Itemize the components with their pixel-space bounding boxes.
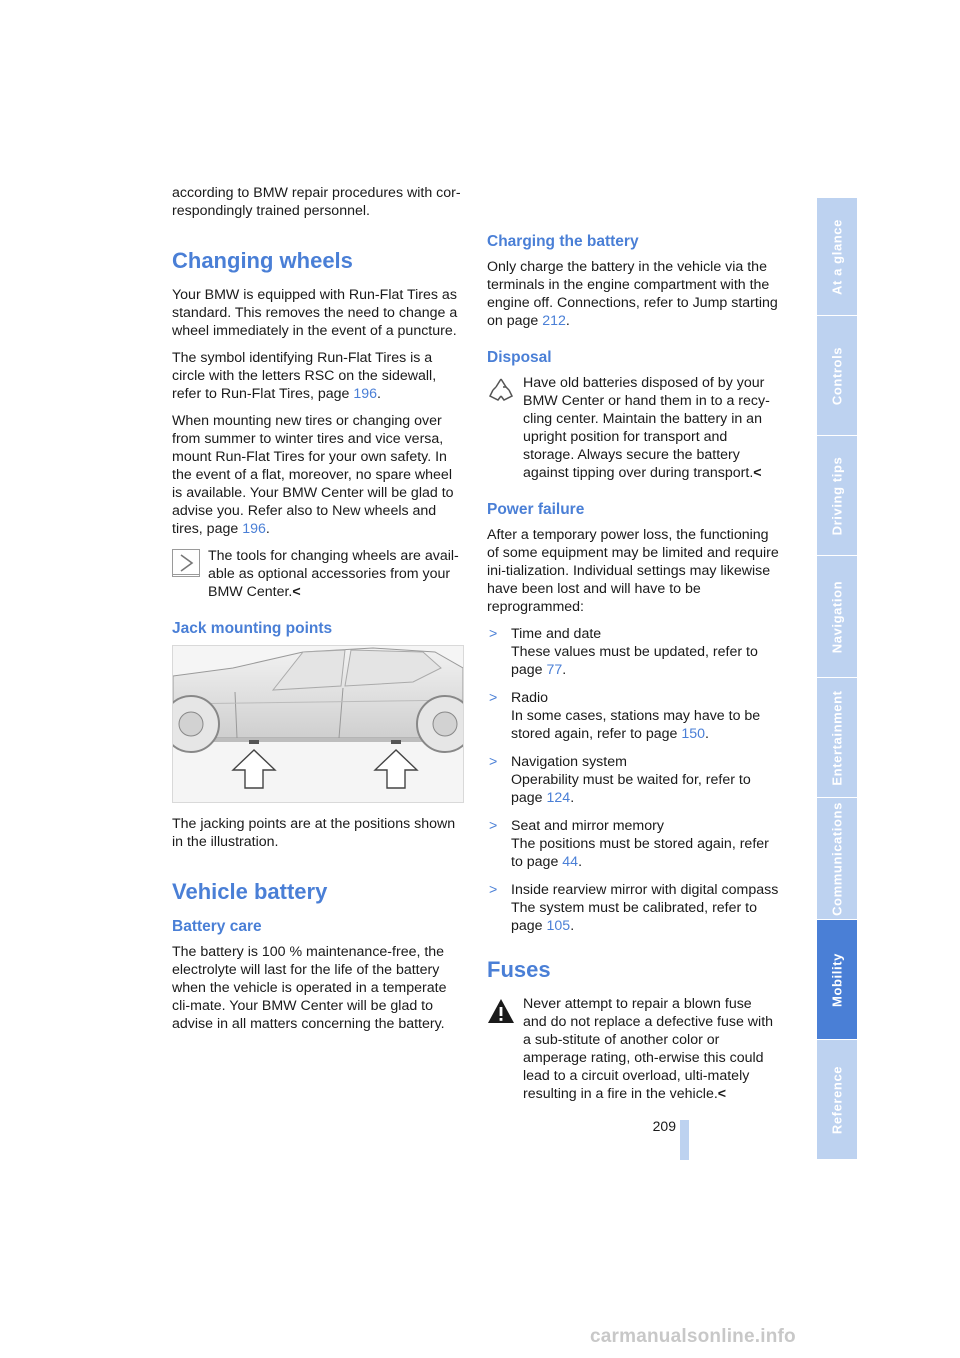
power-failure-list xyxy=(487,625,779,935)
list-item: > Navigation system Operability must be waited for, refer to page 124. xyxy=(489,754,751,806)
intro-text: according to BMW repair procedures with cor-respondingly trained personnel. xyxy=(172,185,461,219)
page-link-124[interactable]: 124 xyxy=(546,790,571,806)
list-marker: > xyxy=(489,626,498,642)
section-tabs xyxy=(817,198,857,1160)
heading-disposal: Disposal xyxy=(487,349,552,366)
fuses-warning: Never attempt to repair a blown fuse and do not replace a defective fuse with a sub-stitute of another color or amperage rating, oth-erwise this could lead to a circuit overload, ulti-mately resulting in a fire in the vehicle.< xyxy=(487,995,779,1103)
car-side-illustration xyxy=(173,646,463,802)
note-arrow-icon xyxy=(172,549,200,577)
heading-fuses: Fuses xyxy=(487,957,551,982)
list-item: > Radio In some cases, stations may have to be stored again, refer to page 150. xyxy=(489,690,761,742)
tab-navigation[interactable]: Navigation xyxy=(817,556,857,678)
page-link-212[interactable]: 212 xyxy=(542,313,566,329)
jack-caption: The jacking points are at the positions shown in the illustration. xyxy=(172,816,456,850)
charging-text: Only charge the battery in the vehicle via the terminals in the engine compartment with the engine off. Connections, refer to Jump starting on page 212. xyxy=(487,259,778,329)
list-item: > Time and date These values must be updated, refer to page 77. xyxy=(489,626,758,678)
warning-triangle-icon xyxy=(487,997,515,1025)
recycle-icon xyxy=(487,376,515,404)
tab-driving-tips[interactable]: Driving tips xyxy=(817,436,857,556)
right-column xyxy=(487,232,779,1112)
tab-at-a-glance[interactable]: At a glance xyxy=(817,198,857,316)
heading-power-failure: Power failure xyxy=(487,501,585,518)
tab-mobility[interactable]: Mobility xyxy=(817,920,857,1040)
list-marker: > xyxy=(489,818,498,834)
tab-communications[interactable]: Communications xyxy=(817,798,857,920)
changing-wheels-p2: The symbol identifying Run-Flat Tires is a circle with the letters RSC on the sidewall, refer to Run-Flat Tires, page 196. xyxy=(172,350,437,402)
tab-controls[interactable]: Controls xyxy=(817,316,857,436)
list-marker: > xyxy=(489,882,498,898)
page-link-44[interactable]: 44 xyxy=(562,854,579,870)
heading-jack-mounting-points: Jack mounting points xyxy=(172,620,333,637)
heading-changing-wheels: Changing wheels xyxy=(172,248,353,273)
page-link-105[interactable]: 105 xyxy=(546,918,571,934)
heading-battery-care: Battery care xyxy=(172,918,262,935)
list-item: > Seat and mirror memory The positions must be stored again, refer to page 44. xyxy=(489,818,769,870)
disposal-note: Have old batteries disposed of by your BMW Center or hand them in to a recy-cling center. Maintain the battery in an upright position for transport and storage. Always secure the battery against tipping over during transport.< xyxy=(487,374,779,482)
list-marker: > xyxy=(489,754,498,770)
power-failure-text: After a temporary power loss, the functioning of some equipment may be limited and require ini-tialization. Individual settings may likewise have been lost and will have to be reprogrammed: xyxy=(487,527,779,615)
left-column xyxy=(172,184,464,1042)
page-link-196b[interactable]: 196 xyxy=(242,521,266,537)
changing-wheels-p1: Your BMW is equipped with Run-Flat Tires as standard. This removes the need to change a wheel immediately in the event of a puncture. xyxy=(172,287,458,339)
changing-wheels-p3: When mounting new tires or changing over from summer to winter tires and vice versa, mount Run-Flat Tires for your own safety. In the event of a flat, moreover, no spare wheel is available. Your BMW Center will be glad to advise you. Refer also to New wheels and tires, page 196. xyxy=(172,413,454,537)
jack-points-illustration xyxy=(172,645,464,803)
page-link-150[interactable]: 150 xyxy=(681,726,706,742)
note-tools: The tools for changing wheels are avail-able as optional accessories from your BMW Center.< xyxy=(172,547,464,601)
page-number: 209 xyxy=(652,1118,676,1134)
page-number-bar xyxy=(680,1120,689,1160)
watermark: carmanualsonline.info xyxy=(590,1326,796,1347)
list-marker: > xyxy=(489,690,498,706)
list-item: > Inside rearview mirror with digital compass The system must be calibrated, refer to page 105. xyxy=(489,882,779,934)
page-link-196[interactable]: 196 xyxy=(353,386,378,402)
heading-vehicle-battery: Vehicle battery xyxy=(172,879,328,904)
tab-reference[interactable]: Reference xyxy=(817,1040,857,1160)
battery-care-text: The battery is 100 % maintenance-free, the electrolyte will last for the life of the battery when the vehicle is operated in a temperate cli-mate. Your BMW Center will be glad to advise in all matters concerning the battery. xyxy=(172,944,447,1032)
heading-charging-battery: Charging the battery xyxy=(487,233,639,250)
tab-entertainment[interactable]: Entertainment xyxy=(817,678,857,798)
page-link-77[interactable]: 77 xyxy=(546,662,563,678)
